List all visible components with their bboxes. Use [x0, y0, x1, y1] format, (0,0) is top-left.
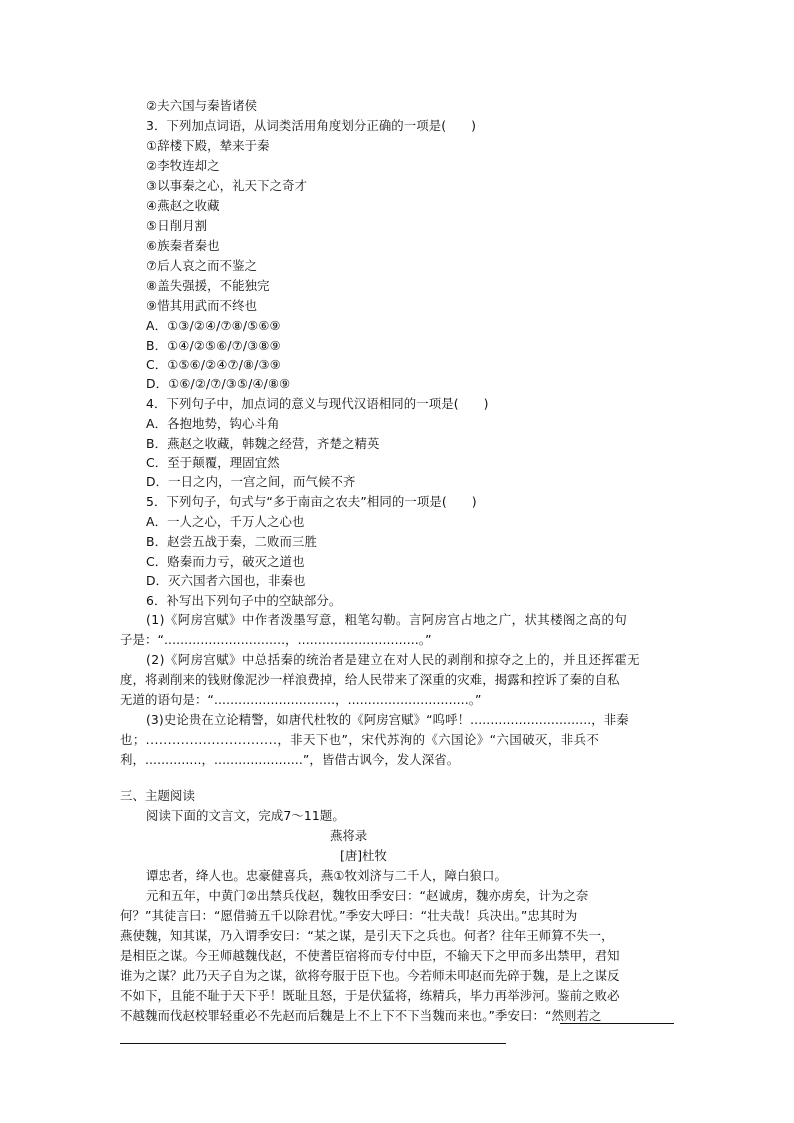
- q4-option-d: D．一日之内，一宫之间，而气候不齐: [146, 474, 356, 489]
- passage-title: 燕将录: [330, 828, 368, 843]
- q3-option-b: B．①④/②⑤⑥/⑦/③⑧⑨: [146, 338, 281, 353]
- underline-mark-1: [560, 1023, 674, 1024]
- q4-option-c: C．至于颠覆，理固宜然: [146, 455, 280, 470]
- q3-item-5: ⑤日削月割: [146, 218, 208, 233]
- passage-line-1: 谭忠者，绛人也。忠豪健喜兵，燕①牧刘济与二千人，障白狼口。: [146, 868, 507, 883]
- q4-option-a: A．各抱地势，钩心斗角: [146, 416, 280, 431]
- passage-line-7: 不如下，且能不耻于天下乎！既耻且怒，于是伏猛将，练精兵，毕力再举涉河。鉴前之败必: [120, 988, 620, 1003]
- q5-option-b: B．赵尝五战于秦，二败而三胜: [146, 534, 317, 549]
- q6-part1-line1: (1)《阿房宫赋》中作者泼墨写意，粗笔勾勒。言阿房宫占地之广，状其楼阁之高的句: [146, 612, 628, 627]
- q4-stem: 4．下列句子中，加点词的意义与现代汉语相同的一项是( ): [146, 396, 489, 411]
- q4-option-b: B．燕赵之收藏，韩魏之经营，齐楚之精英: [146, 436, 380, 451]
- q6-part3-line2: 也；..............................，非天下也”，宋代苏洵的《六国论》“六国破灭，非兵不: [120, 732, 600, 747]
- q6-part2-line2: 度，将剥削来的钱财像泥沙一样浪费掉，给人民带来了深重的灾难，揭露和控诉了秦的自私: [120, 672, 620, 687]
- section-instruction: 阅读下面的文言文，完成7～11题。: [146, 808, 345, 823]
- q3-item-7: ⑦后人哀之而不鉴之: [146, 258, 258, 273]
- q3-option-a: A．①③/②④/⑦⑧/⑤⑥⑨: [146, 318, 281, 333]
- q3-stem: 3．下列加点词语，从词类活用角度划分正确的一项是( ): [146, 118, 477, 133]
- q3-item-1: ①辞楼下殿，辇来于秦: [146, 138, 270, 153]
- q3-option-c: C．①⑤⑥/②④⑦/⑧/③⑨: [146, 357, 281, 372]
- section-heading: 三、主题阅读: [120, 788, 195, 803]
- q6-part2-line1: (2)《阿房宫赋》中总括秦的统治者是建立在对人民的剥削和掠夺之上的，并且还挥霍无: [146, 652, 641, 667]
- q6-part2-blanks: 无道的语句是：“..............................，..............................。”: [120, 692, 482, 707]
- q6-part1-blanks: 子是：“..............................，..............................。”: [120, 632, 432, 647]
- q5-option-a: A．一人之心，千万人之心也: [146, 514, 305, 529]
- passage-line-5: 是相臣之谋。今王师越魏伐赵，不使耆臣宿将而专付中臣，不输天下之甲而多出禁甲，君知: [120, 948, 620, 963]
- q6-part3-line3: 利，..............，......................”，皆借古讽今，发人深省。: [120, 752, 460, 767]
- passage-line-4: 燕使魏，知其谋，乃入谓季安曰：“某之谋，是引天下之兵也。何者？往年王师算不失一，: [120, 928, 614, 943]
- q2-option-line: ②夫六国与秦皆诸侯: [146, 98, 258, 113]
- q3-item-3: ③以事秦之心，礼天下之奇才: [146, 178, 308, 193]
- q3-item-9: ⑨惜其用武而不终也: [146, 298, 258, 313]
- q3-item-4: ④燕赵之收藏: [146, 198, 220, 213]
- passage-line-8: 不越魏而伐赵校罪轻重必不先赵而后魏是上不上下不下当魏而来也。”季安曰：“然则若之: [120, 1008, 602, 1023]
- passage-line-6: 谁为之谋？此乃天子自为之谋，欲将夸服于臣下也。今若师未叩赵而先碎于魏，是上之谋反: [120, 968, 620, 983]
- q3-item-2: ②李牧连却之: [146, 158, 220, 173]
- q6-part3-line1: (3)史论贵在立论精警，如唐代杜牧的《阿房宫赋》“呜呼！..............................，非秦: [146, 712, 629, 727]
- q6-stem: 6．补写出下列句子中的空缺部分。: [146, 593, 342, 608]
- q3-item-8: ⑧盖失强援，不能独完: [146, 278, 270, 293]
- passage-author: [唐]杜牧: [340, 848, 387, 863]
- passage-line-2: 元和五年，中黄门②出禁兵伐赵，魏牧田季安曰：“赵诚虏，魏亦虏矣，计为之奈: [146, 888, 589, 903]
- q5-stem: 5．下列句子，句式与“多于南亩之农夫”相同的一项是( ): [146, 494, 477, 509]
- q3-option-d: D．①⑥/②/⑦/③⑤/④/⑧⑨: [146, 376, 291, 391]
- q5-option-d: D．灭六国者六国也，非秦也: [146, 573, 306, 588]
- q3-item-6: ⑥族秦者秦也: [146, 238, 220, 253]
- underline-mark-2: [120, 1043, 506, 1044]
- q5-option-c: C．赂秦而力亏，破灭之道也: [146, 554, 305, 569]
- passage-line-3: 何？”其徒言曰：“愿借骑五千以除君忧。”季安大呼曰：“壮夫哉！兵决出。”忠其时为: [120, 908, 578, 923]
